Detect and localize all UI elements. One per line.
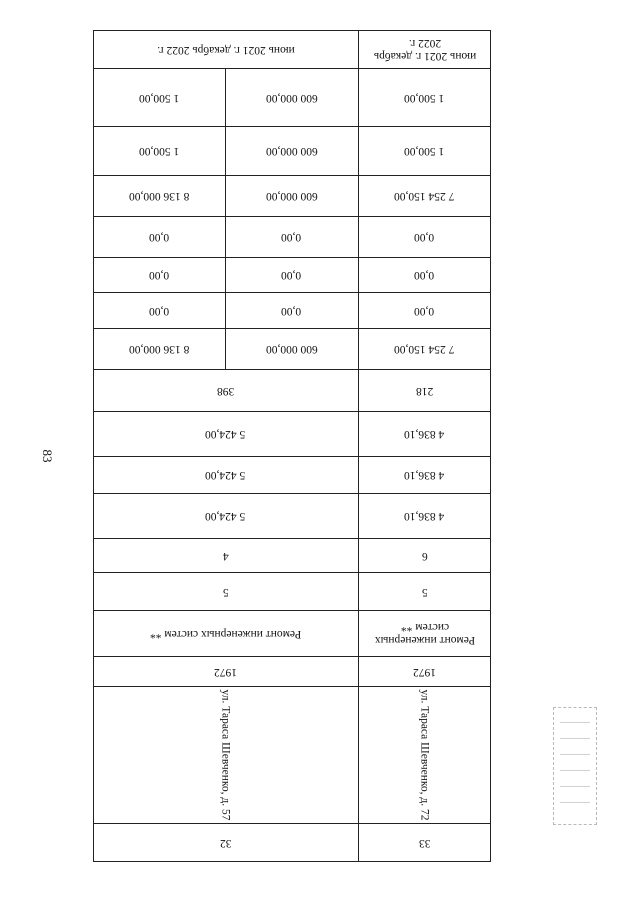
row-divider [93, 493, 491, 494]
work-type-cell [93, 610, 358, 656]
cell-left-a [93, 175, 225, 216]
cell-left-text: 32 [219, 837, 232, 849]
cell-left [93, 538, 358, 572]
row-divider [93, 572, 491, 573]
cell-left [93, 572, 358, 610]
cell-left-b-text: 600 000,00 [265, 91, 318, 104]
cell-right [358, 328, 491, 369]
cell-right-text: 7 254 150,00 [394, 343, 455, 355]
period-cell-text: июнь 2021 г. декабрь 2022 г. [373, 37, 476, 62]
cell-left [93, 823, 358, 862]
cell-right [358, 175, 491, 216]
cell-left-a-text: 8 136 000,00 [128, 343, 190, 355]
column-divider [225, 68, 226, 369]
stamp-icon [553, 707, 597, 825]
cell-left-b-text: 0,00 [281, 304, 302, 317]
cell-left-a [93, 328, 225, 369]
cell-left [93, 411, 358, 456]
address-cell [93, 686, 358, 823]
cell-left-b-text: 0,00 [281, 231, 302, 243]
cell-left-a-text: 0,00 [148, 269, 170, 281]
cell-right [358, 572, 491, 610]
cell-right-text: 4 836,10 [404, 469, 445, 481]
row-divider [93, 175, 491, 176]
cell-left [93, 456, 358, 493]
cell-right-text: 5 [421, 585, 428, 598]
address-cell-text: ул. Тараса Шевченко, д. 72 [418, 689, 431, 820]
cell-right [358, 126, 491, 175]
column-divider [358, 30, 359, 862]
cell-left-a [93, 126, 225, 175]
cell-left-b [225, 126, 358, 175]
cell-right [358, 369, 491, 411]
cell-left-a-text: 0,00 [148, 231, 170, 243]
row-divider [93, 456, 491, 457]
cell-left-text: 5 424,00 [205, 469, 246, 481]
row-divider [93, 30, 491, 31]
cell-left-a-text: 8 136 000,00 [128, 190, 190, 202]
period-cell-text: июнь 2021 г. декабрь 2022 г. [156, 43, 295, 56]
cell-right-text: 6 [421, 549, 428, 562]
cell-left-b [225, 328, 358, 369]
cell-left-a [93, 257, 225, 292]
cell-right [358, 216, 491, 257]
row-divider [93, 411, 491, 412]
cell-left-a [93, 216, 225, 257]
row-divider [93, 68, 491, 69]
cell-right-text: 1 500,00 [404, 91, 445, 104]
data-table [93, 30, 491, 862]
cell-right-text: 4 836,10 [404, 510, 445, 522]
period-cell [358, 30, 491, 68]
cell-left-a [93, 68, 225, 126]
cell-right [358, 456, 491, 493]
cell-left-b [225, 257, 358, 292]
cell-left-b-text: 600 000,00 [265, 190, 318, 202]
page-number [40, 444, 54, 468]
column-divider [490, 30, 491, 862]
row-divider [93, 686, 491, 687]
period-cell [93, 30, 358, 68]
row-divider [93, 292, 491, 293]
cell-left-text: 5 424,00 [205, 428, 246, 440]
cell-right-text: 218 [415, 384, 434, 397]
work-type-cell [358, 610, 491, 656]
cell-left-b-text: 0,00 [281, 269, 302, 281]
cell-left [93, 369, 358, 411]
cell-left [93, 656, 358, 686]
row-divider [93, 610, 491, 611]
cell-right [358, 493, 491, 538]
work-type-cell-text: Ремонт инженерных систем ** [374, 621, 475, 646]
cell-right-text: 7 254 150,00 [394, 190, 455, 202]
cell-right [358, 292, 491, 328]
cell-left-b [225, 68, 358, 126]
cell-left [93, 493, 358, 538]
cell-right-text: 0,00 [414, 304, 435, 317]
cell-right-text: 1 500,00 [404, 145, 445, 157]
address-cell-text: ул. Тараса Шевченко, д. 57 [219, 689, 232, 820]
cell-right [358, 656, 491, 686]
address-cell [358, 686, 491, 823]
cell-right [358, 538, 491, 572]
work-type-cell-text: Ремонт инженерных систем ** [149, 627, 302, 640]
cell-left-b-text: 600 000,00 [265, 343, 318, 355]
cell-right [358, 823, 491, 862]
row-divider [93, 126, 491, 127]
cell-left-a [93, 292, 225, 328]
cell-left-b [225, 175, 358, 216]
cell-right-text: 33 [418, 837, 431, 849]
cell-left-text: 5 424,00 [205, 510, 246, 522]
row-divider [93, 257, 491, 258]
row-divider [93, 328, 491, 329]
cell-right-text: 4 836,10 [404, 428, 445, 440]
cell-left-a-text: 0,00 [148, 304, 170, 317]
cell-left-b-text: 600 000,00 [265, 145, 318, 157]
row-divider [93, 369, 491, 370]
row-divider [93, 216, 491, 217]
row-divider [93, 861, 491, 862]
cell-left-b [225, 216, 358, 257]
row-divider [93, 538, 491, 539]
cell-right [358, 411, 491, 456]
cell-left-text: 4 [222, 549, 229, 562]
cell-right [358, 257, 491, 292]
cell-left-text: 398 [216, 384, 235, 397]
cell-right [358, 68, 491, 126]
cell-left-a-text: 1 500,00 [138, 91, 180, 104]
cell-right-text: 0,00 [414, 269, 435, 281]
cell-left-text: 5 [222, 585, 229, 598]
column-divider [93, 30, 94, 862]
cell-left-a-text: 1 500,00 [138, 145, 180, 157]
cell-right-text: 0,00 [414, 231, 435, 243]
page-number-text: 83 [40, 449, 55, 463]
cell-left-text: 1972 [214, 665, 237, 678]
row-divider [93, 823, 491, 824]
row-divider [93, 656, 491, 657]
cell-left-b [225, 292, 358, 328]
cell-right-text: 1972 [413, 665, 436, 678]
